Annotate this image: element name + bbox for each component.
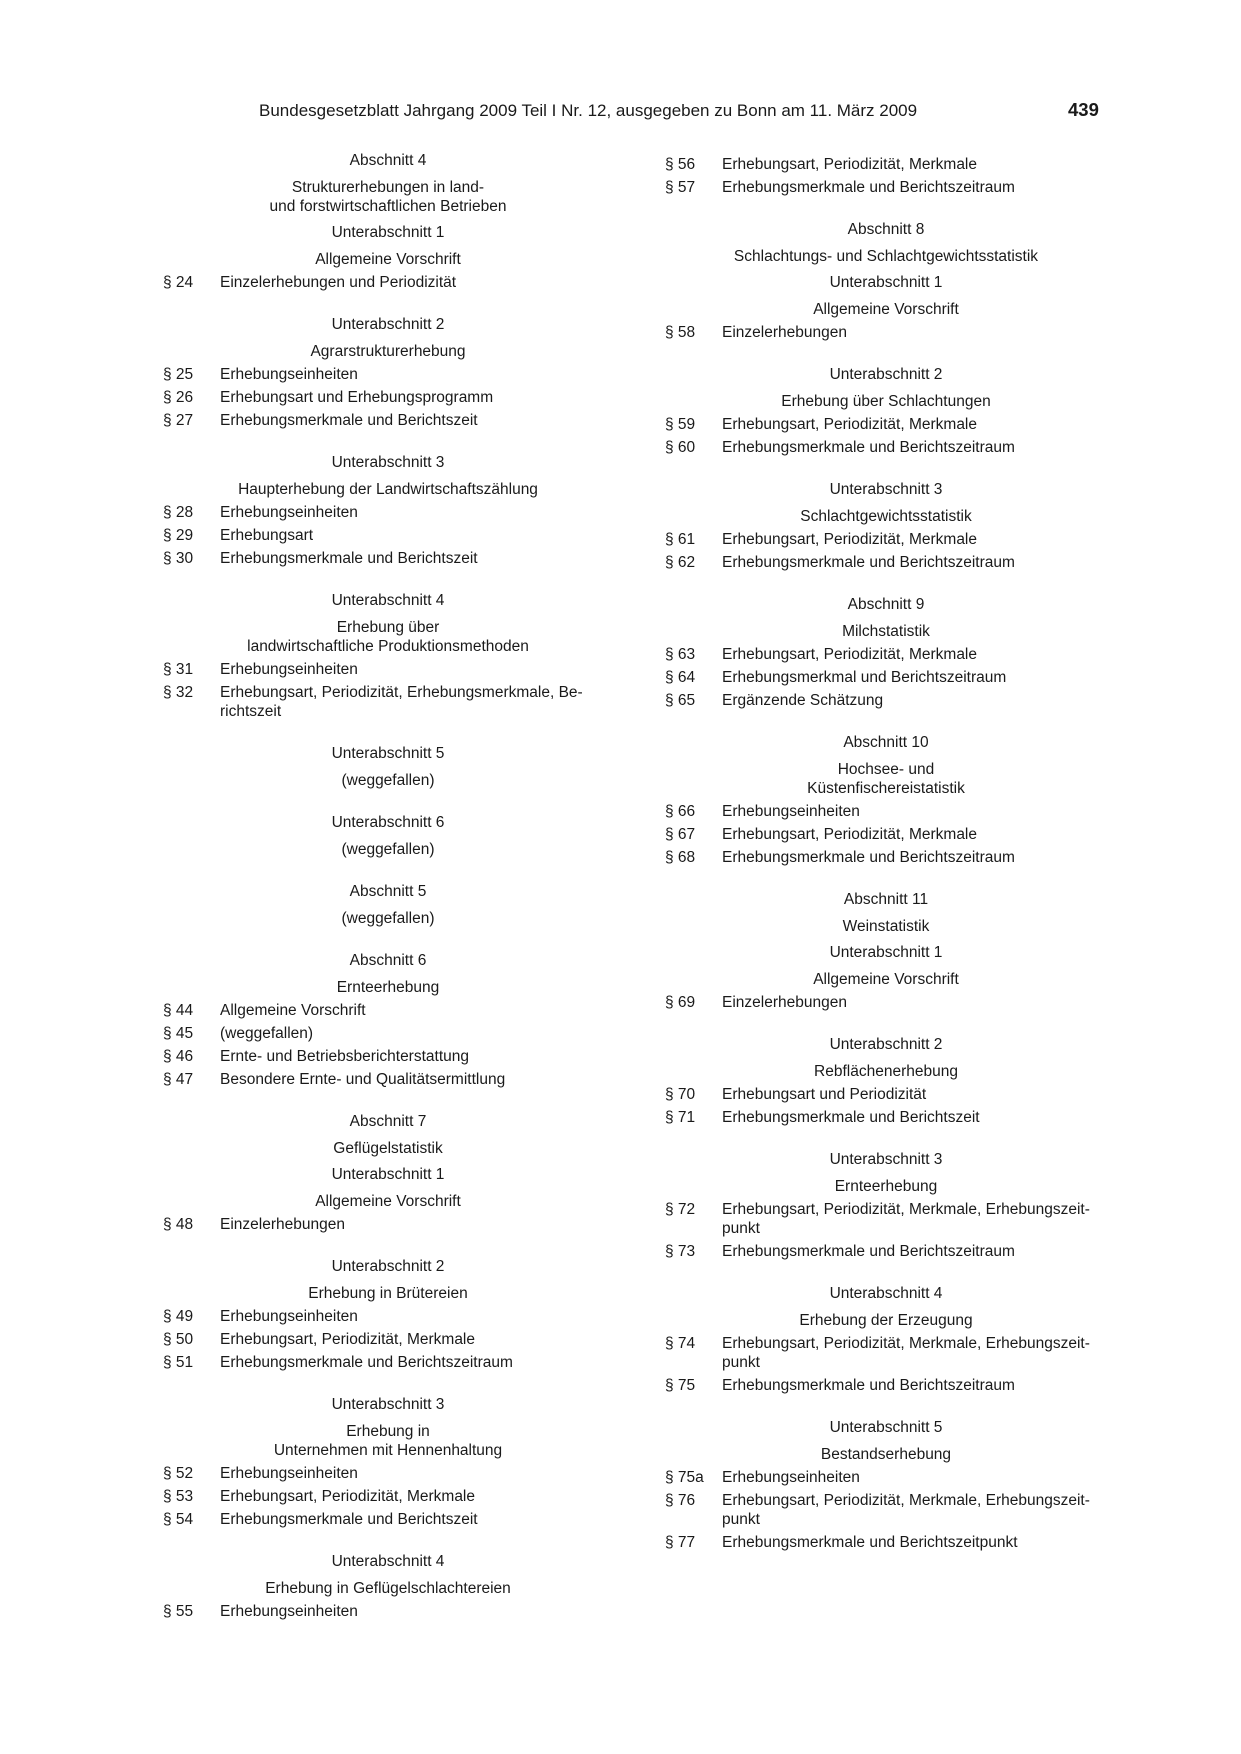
paragraph-number: § 48 [163, 1216, 194, 1233]
paragraph-number: § 47 [163, 1071, 194, 1088]
section-title: Ernteerhebung [336, 979, 440, 996]
paragraph-title: Erhebungsmerkmale und Berichtszeitraum [220, 1354, 513, 1371]
section-title: Weinstatistik [842, 918, 930, 935]
toc-entry [163, 660, 613, 679]
paragraph-title: Erhebungseinheiten [220, 366, 358, 383]
paragraph-title: Erhebungsart [220, 527, 314, 544]
paragraph-number: § 44 [163, 1002, 194, 1019]
paragraph-number: § 67 [665, 826, 696, 843]
paragraph-title: Erhebungsmerkmale und Berichtszeitpunkt [722, 1534, 1018, 1551]
toc-entry [665, 993, 1107, 1012]
paragraph-number: § 75a [665, 1469, 704, 1486]
section-gap [665, 457, 1107, 473]
section-title: Haupterhebung der Landwirtschaftszählung [238, 481, 538, 498]
section-heading: Abschnitt 11 [843, 891, 929, 908]
paragraph-number: § 68 [665, 849, 696, 866]
paragraph-title: (weggefallen) [220, 1025, 314, 1042]
paragraph-title: Erhebungsmerkmale und Berichtszeit [220, 412, 478, 429]
toc-entry [665, 825, 1107, 844]
toc-entry [665, 155, 1107, 174]
paragraph-title: Erhebungsmerkmale und Berichtszeit [722, 1109, 980, 1126]
paragraph-title: Erhebungsart und Periodizität [722, 1086, 927, 1103]
section-title: Hochsee- und Küstenfischereistatistik [807, 761, 965, 797]
section-gap [163, 1234, 613, 1250]
paragraph-title: Einzelerhebungen [722, 994, 847, 1011]
section-heading: Abschnitt 4 [349, 152, 427, 169]
section-title: Strukturerhebungen in land- und forstwirtschaftlichen Betrieben [269, 179, 507, 215]
section-title: Milchstatistik [842, 623, 930, 640]
section-heading: Abschnitt 5 [349, 883, 427, 900]
toc-entry [163, 1024, 613, 1043]
paragraph-number: § 50 [163, 1331, 194, 1348]
toc-entry [163, 526, 613, 545]
running-header: Bundesgesetzblatt Jahrgang 2009 Teil I Nr. 12, ausgegeben zu Bonn am 11. März 2009 [259, 101, 918, 120]
section-gap [665, 1261, 1107, 1277]
section-gap [163, 928, 613, 944]
paragraph-title: Ernte- und Betriebsberichterstattung [220, 1048, 469, 1065]
paragraph-title: Erhebungsmerkmale und Berichtszeit [220, 1511, 478, 1528]
section-gap [163, 859, 613, 875]
toc-entry [665, 1533, 1107, 1552]
section-title: Allgemeine Vorschrift [315, 251, 461, 268]
paragraph-title: Erhebungseinheiten [220, 1603, 358, 1620]
paragraph-number: § 27 [163, 412, 194, 429]
paragraph-title: Erhebungsart, Periodizität, Merkmale, Erhebungszeit- punkt [722, 1492, 1090, 1528]
toc-entry [163, 549, 613, 568]
toc-entry [665, 848, 1107, 867]
paragraph-title: Erhebungsmerkmale und Berichtszeit [220, 550, 478, 567]
toc-entry [163, 1464, 613, 1483]
section-gap [163, 568, 613, 584]
paragraph-number: § 71 [665, 1109, 696, 1126]
toc-entry [163, 1070, 613, 1089]
paragraph-number: § 64 [665, 669, 696, 686]
subsection-heading: Unterabschnitt 1 [829, 944, 943, 961]
paragraph-title: Erhebungsart, Periodizität, Merkmale [722, 156, 978, 173]
paragraph-title: Ergänzende Schätzung [722, 692, 884, 709]
subsection-heading: Unterabschnitt 5 [331, 745, 445, 762]
subsection-heading: Unterabschnitt 5 [829, 1419, 943, 1436]
section-title: (weggefallen) [341, 772, 435, 789]
paragraph-number: § 32 [163, 684, 194, 701]
paragraph-number: § 77 [665, 1534, 696, 1551]
paragraph-number: § 28 [163, 504, 194, 521]
section-gap [163, 430, 613, 446]
subsection-heading: Unterabschnitt 3 [829, 481, 943, 498]
paragraph-title: Erhebungsart, Periodizität, Merkmale [220, 1331, 476, 1348]
subsection-heading: Unterabschnitt 2 [331, 1258, 445, 1275]
paragraph-number: § 26 [163, 389, 194, 406]
toc-entry [163, 1215, 613, 1234]
toc-entry [665, 1200, 1107, 1238]
paragraph-number: § 51 [163, 1354, 194, 1371]
section-title: (weggefallen) [341, 910, 435, 927]
paragraph-title: Erhebungsart, Periodizität, Merkmale [722, 416, 978, 433]
paragraph-number: § 61 [665, 531, 696, 548]
section-gap [665, 342, 1107, 358]
section-title: Bestandserhebung [820, 1446, 952, 1463]
section-gap [163, 1529, 613, 1545]
toc-entry [163, 365, 613, 384]
toc-entry [665, 1491, 1107, 1529]
paragraph-number: § 25 [163, 366, 194, 383]
section-title: Erhebung der Erzeugung [799, 1312, 973, 1329]
subsection-heading: Unterabschnitt 1 [829, 274, 943, 291]
toc-entry [163, 1510, 613, 1529]
subsection-heading: Unterabschnitt 4 [331, 592, 445, 609]
section-heading: Abschnitt 7 [349, 1113, 427, 1130]
paragraph-title: Erhebungsmerkmale und Berichtszeitraum [722, 179, 1015, 196]
paragraph-title: Erhebungsart, Periodizität, Merkmale [722, 531, 978, 548]
section-gap [665, 867, 1107, 883]
section-title: Erhebung in Geflügelschlachtereien [265, 1580, 511, 1597]
paragraph-title: Erhebungsart und Erhebungsprogramm [220, 389, 494, 406]
paragraph-title: Erhebungsmerkmal und Berichtszeitraum [722, 669, 1007, 686]
page-number: 439 [1068, 99, 1099, 120]
paragraph-title: Einzelerhebungen und Periodizität [220, 274, 457, 291]
section-gap [665, 710, 1107, 726]
paragraph-number: § 53 [163, 1488, 194, 1505]
section-gap [163, 1372, 613, 1388]
paragraph-number: § 72 [665, 1201, 696, 1218]
section-heading: Abschnitt 6 [349, 952, 427, 969]
toc-entry [163, 1047, 613, 1066]
section-title: Schlachtungs- und Schlachtgewichtsstatistik [733, 248, 1039, 265]
toc-entry [665, 178, 1107, 197]
section-gap [665, 1395, 1107, 1411]
paragraph-title: Erhebungseinheiten [220, 504, 358, 521]
paragraph-number: § 58 [665, 324, 696, 341]
toc-entry [163, 1330, 613, 1349]
toc-entry [665, 1108, 1107, 1127]
paragraph-title: Erhebungsmerkmale und Berichtszeitraum [722, 849, 1015, 866]
paragraph-number: § 63 [665, 646, 696, 663]
paragraph-number: § 74 [665, 1335, 696, 1352]
section-title: Allgemeine Vorschrift [813, 301, 959, 318]
subsection-heading: Unterabschnitt 2 [829, 1036, 943, 1053]
toc-entry [163, 1602, 613, 1621]
section-title: (weggefallen) [341, 841, 435, 858]
toc-entry [665, 1468, 1107, 1487]
paragraph-title: Einzelerhebungen [722, 324, 847, 341]
toc-entry [665, 668, 1107, 687]
paragraph-number: § 57 [665, 179, 696, 196]
paragraph-number: § 30 [163, 550, 194, 567]
toc-entry [665, 645, 1107, 664]
section-gap [163, 790, 613, 806]
section-gap [665, 572, 1107, 588]
toc-entry [163, 1001, 613, 1020]
toc-entry [665, 1376, 1107, 1395]
paragraph-number: § 59 [665, 416, 696, 433]
subsection-heading: Unterabschnitt 4 [331, 1553, 445, 1570]
toc-entry [163, 683, 613, 721]
section-title: Erhebung über Schlachtungen [781, 393, 991, 410]
subsection-heading: Unterabschnitt 2 [829, 366, 943, 383]
paragraph-number: § 73 [665, 1243, 696, 1260]
toc-entry [665, 1085, 1107, 1104]
paragraph-title: Erhebungseinheiten [220, 661, 358, 678]
section-title: Erhebung über landwirtschaftliche Produktionsmethoden [247, 619, 529, 655]
section-title: Agrarstrukturerhebung [310, 343, 466, 360]
paragraph-number: § 69 [665, 994, 696, 1011]
paragraph-number: § 62 [665, 554, 696, 571]
toc-entry [163, 503, 613, 522]
paragraph-title: Erhebungsart, Periodizität, Merkmale, Erhebungszeit- punkt [722, 1201, 1090, 1237]
section-title: Rebflächenerhebung [814, 1063, 958, 1080]
section-title: Schlachtgewichtsstatistik [800, 508, 972, 525]
paragraph-title: Besondere Ernte- und Qualitätsermittlung [220, 1071, 506, 1088]
paragraph-number: § 76 [665, 1492, 696, 1509]
paragraph-title: Erhebungsart, Periodizität, Erhebungsmerkmale, Be- richtszeit [220, 684, 583, 720]
section-heading: Abschnitt 10 [843, 734, 929, 751]
paragraph-title: Erhebungsart, Periodizität, Merkmale [722, 646, 978, 663]
toc-entry [163, 1353, 613, 1372]
subsection-heading: Unterabschnitt 1 [331, 1166, 445, 1183]
paragraph-title: Erhebungsart, Periodizität, Merkmale [722, 826, 978, 843]
section-gap [665, 1127, 1107, 1143]
section-title: Ernteerhebung [834, 1178, 938, 1195]
paragraph-number: § 45 [163, 1025, 194, 1042]
paragraph-number: § 46 [163, 1048, 194, 1065]
subsection-heading: Unterabschnitt 2 [331, 316, 445, 333]
paragraph-title: Erhebungsmerkmale und Berichtszeitraum [722, 554, 1015, 571]
paragraph-number: § 66 [665, 803, 696, 820]
toc-entry [665, 553, 1107, 572]
toc-entry [665, 1334, 1107, 1372]
toc-entry [665, 802, 1107, 821]
paragraph-title: Erhebungsmerkmale und Berichtszeitraum [722, 1377, 1015, 1394]
toc-entry [163, 1307, 613, 1326]
paragraph-number: § 75 [665, 1377, 696, 1394]
toc-entry [665, 530, 1107, 549]
toc-entry [665, 415, 1107, 434]
paragraph-title: Erhebungsart, Periodizität, Merkmale, Erhebungszeit- punkt [722, 1335, 1090, 1371]
paragraph-title: Erhebungseinheiten [722, 1469, 860, 1486]
toc-column-right [665, 151, 1107, 1552]
toc-entry [665, 691, 1107, 710]
toc-entry [665, 1242, 1107, 1261]
section-gap [163, 721, 613, 737]
paragraph-title: Einzelerhebungen [220, 1216, 345, 1233]
paragraph-number: § 29 [163, 527, 194, 544]
toc-entry [665, 438, 1107, 457]
toc-entry [163, 411, 613, 430]
section-title: Erhebung in Brütereien [308, 1285, 468, 1302]
section-title: Allgemeine Vorschrift [813, 971, 959, 988]
paragraph-title: Erhebungsart, Periodizität, Merkmale [220, 1488, 476, 1505]
section-title: Allgemeine Vorschrift [315, 1193, 461, 1210]
paragraph-title: Erhebungseinheiten [220, 1308, 358, 1325]
paragraph-number: § 52 [163, 1465, 194, 1482]
paragraph-number: § 56 [665, 156, 696, 173]
paragraph-number: § 54 [163, 1511, 194, 1528]
toc-entry [163, 1487, 613, 1506]
toc-entry [163, 273, 613, 292]
section-heading: Abschnitt 9 [847, 596, 925, 613]
paragraph-title: Erhebungsmerkmale und Berichtszeitraum [722, 439, 1015, 456]
section-title: Geflügelstatistik [333, 1140, 443, 1157]
paragraph-number: § 70 [665, 1086, 696, 1103]
paragraph-number: § 31 [163, 661, 194, 678]
subsection-heading: Unterabschnitt 1 [331, 224, 445, 241]
section-title: Erhebung in Unternehmen mit Hennenhaltung [273, 1423, 503, 1459]
subsection-heading: Unterabschnitt 3 [331, 1396, 445, 1413]
paragraph-number: § 65 [665, 692, 696, 709]
paragraph-number: § 60 [665, 439, 696, 456]
toc-column-left [163, 151, 613, 1621]
subsection-heading: Unterabschnitt 3 [331, 454, 445, 471]
paragraph-title: Allgemeine Vorschrift [220, 1002, 366, 1019]
section-gap [163, 1089, 613, 1105]
section-gap [665, 1012, 1107, 1028]
paragraph-title: Erhebungseinheiten [722, 803, 860, 820]
subsection-heading: Unterabschnitt 4 [829, 1285, 943, 1302]
paragraph-title: Erhebungseinheiten [220, 1465, 358, 1482]
section-gap [665, 197, 1107, 213]
paragraph-number: § 55 [163, 1603, 194, 1620]
paragraph-title: Erhebungsmerkmale und Berichtszeitraum [722, 1243, 1015, 1260]
subsection-heading: Unterabschnitt 6 [331, 814, 445, 831]
paragraph-number: § 49 [163, 1308, 194, 1325]
subsection-heading: Unterabschnitt 3 [829, 1151, 943, 1168]
toc-entry [665, 323, 1107, 342]
paragraph-number: § 24 [163, 274, 194, 291]
toc-entry [163, 388, 613, 407]
section-gap [163, 292, 613, 308]
section-heading: Abschnitt 8 [847, 221, 925, 238]
